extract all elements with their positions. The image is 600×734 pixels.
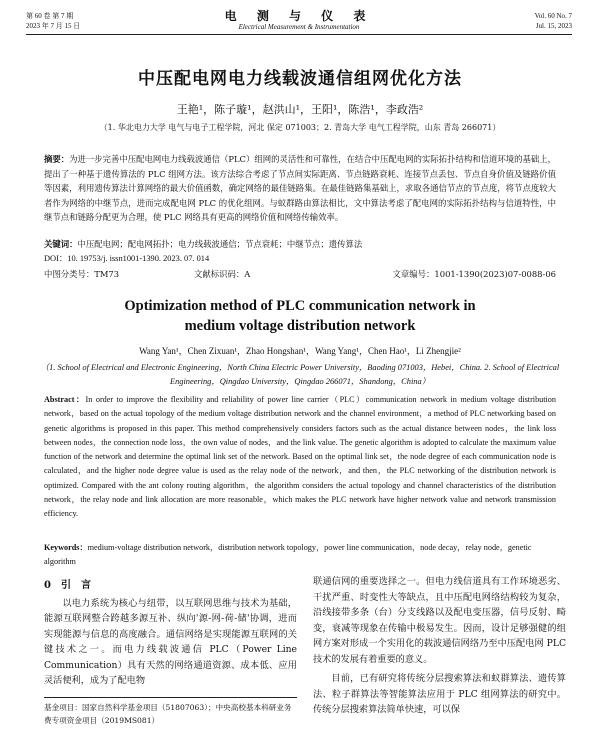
- abstract-cn: [44, 152, 556, 225]
- keywords-en-text: medium-voltage distribution network，distribution network topology，power line communication，node decay，relay node，genetic algorithm: [44, 543, 532, 567]
- header-center: [26, 9, 572, 32]
- keywords-cn-text: 中压配电网；配电网拓扑；电力线载波通信；节点衰耗；中继节点；遗传算法: [77, 239, 363, 249]
- keywords-cn: [44, 237, 556, 251]
- doi: DOI：10. 19753/j. issn1001-1390. 2023. 07. 014: [44, 254, 210, 263]
- body-column-left: [44, 578, 297, 689]
- classification-line: [44, 268, 556, 282]
- document-code: 文献标识码：A: [194, 269, 251, 279]
- issue-date: 2023 年 7 月 15 日: [26, 22, 81, 30]
- clc-number: 中图分类号：TM73: [44, 269, 120, 279]
- journal-name-en: Electrical Measurement & Instrumentation: [238, 23, 360, 31]
- journal-header: [26, 8, 572, 35]
- authors-en: Wang Yan¹，Chen Zixuan¹，Zhao Hongshan¹，Wang Yang¹，Chen Hao¹，Li Zhengjie²: [139, 346, 461, 356]
- keywords-cn-label: 关键词：: [44, 239, 78, 249]
- keywords-en: [44, 541, 556, 570]
- volume-issue-en: Vol. 60 No. 7: [534, 12, 572, 20]
- keywords-en-label: Keywords：: [44, 543, 88, 552]
- intro-paragraph-2: 目前，已有研究将传统分层搜索算法和蚁群算法、遗传算法、粒子群算法等智能算法应用于 PLC 组网算法的研究中。传统分层搜索算法简单快速，可以保: [313, 673, 566, 715]
- volume-issue: 第 60 卷 第 7 期: [26, 12, 74, 20]
- authors-cn: 王艳¹，陈子璇¹，赵洪山¹，王阳¹，陈浩¹，李政浩²: [176, 103, 424, 116]
- abstract-cn-text: 为进一步完善中压配电网电力线载波通信（PLC）组网的灵活性和可靠性，在结合中压配电网的实际拓扑结构和信道环境的基础上，提出了一种基于遗传算法的 PLC 组网方法。该方法综合考虑了节点间实际距离、节点链路衰耗、连接节点丢包、节点自身价值及链路价值等因素，利用遗传算法计算网络的最大价值函数，确定网络的最佳链路集。在最佳链路集基础上，求取各通信节点的节点度，将节点度较大者作为网络的中继节点，进而完成配电网 PLC 的优化组网。与蚁群路由算法相比，文中算法考虑了配电网的实际拓扑结构与信道特性，中继节点和链路分配更为合理，使 PLC 网络具有更高的网络价值和网络传输效率。: [44, 154, 556, 223]
- intro-paragraph-1: 以电力系统为核心与纽带，以互联网思维与技术为基础，能源互联网整合跨越多源互补、纵向'源-网-荷-储'协调，进而实现能源与信息的高度融合。通信网络是实现能源互联网的关键技术之一。而电力线载波通信 PLC（Power Line Communication）具有天然的网络通道资源、成本低、应用灵活便利，成为了配电物: [44, 597, 297, 686]
- article-number: 文章编号：1001-1390(2023)07-0088-06: [392, 269, 556, 279]
- section-heading-intro: 0 引 言: [44, 580, 91, 591]
- issue-date-en: Jul. 15, 2023: [535, 22, 572, 30]
- journal-name-cn: 电 测 与 仪 表: [224, 9, 374, 23]
- abstract-en-label: Abstract：: [44, 395, 86, 404]
- affiliations-en: （1. School of Electrical and Electronic Engineering，North China Electric Power University，Baoding 071003，Hebei，China. 2. School of Electrical Engineering，Qingdao University，Qingdao 266071，Shandong，China）: [40, 363, 560, 386]
- affiliations-cn: （1. 华北电力大学 电气与电子工程学院，河北 保定 071003；2. 青岛大学 电气工程学院，山东 青岛 266071）: [99, 123, 501, 132]
- abstract-en-text: In order to improve the flexibility and reliability of power line carrier（PLC）communication network in medium voltage distribution network，based on the actual topology of the medium voltage distribution network and the channel environment，a method of PLC networking based on genetic algorithms is proposed in this paper. This method comprehensively considers factors such as the actual distance between nodes，the link loss between nodes，the connection node loss，the own value of nodes，and the link value. The genetic algorithm is adopted to calculate the maximum value function of the network and determine the optimal link set of the network. Based on the optimal link set，the node degree of each communication node is calculated，and the higher node degree value is used as the relay node of the network，and then，the PLC networking of the distribution network is optimized. Compared with the ant colony routing algorithm，the algorithm considers the actual topology and channel characteristics of the distribution network，the relay node and link allocation are more reasonable，which makes the PLC network have higher network value and network transmission efficiency.: [44, 395, 556, 519]
- intro-paragraph-1-continued: 联通信网的重要选择之一。但电力线信道具有工作环境恶劣、干扰严重、时变性大等缺点，且中压配电网络结构较为复杂，沿线接带多条（台）分支线路以及配电变压器，信号反射、畸变，衰减等现象在传输中极易发生。因而，设计足够强健的组网方案对形成一个实用化的载波通信网络乃至中压配电网 PLC 技术的发展有着重要的意义。: [313, 576, 566, 665]
- abstract-en: [44, 393, 556, 522]
- paper-title-en-text: Optimization method of PLC communication network in medium voltage distribution network: [124, 298, 476, 334]
- funding-footnote: 基金项目：国家自然科学基金项目（51807063）；中央高校基本科研业务费专项资金项目（2019MS081）: [44, 697, 297, 727]
- abstract-cn-label: 摘要：: [44, 154, 70, 164]
- paper-title-cn: 中压配电网电力线载波通信组网优化方法: [138, 69, 462, 89]
- header-right: [535, 11, 572, 31]
- body-column-right: [313, 574, 566, 718]
- paper-title-en: [0, 296, 600, 336]
